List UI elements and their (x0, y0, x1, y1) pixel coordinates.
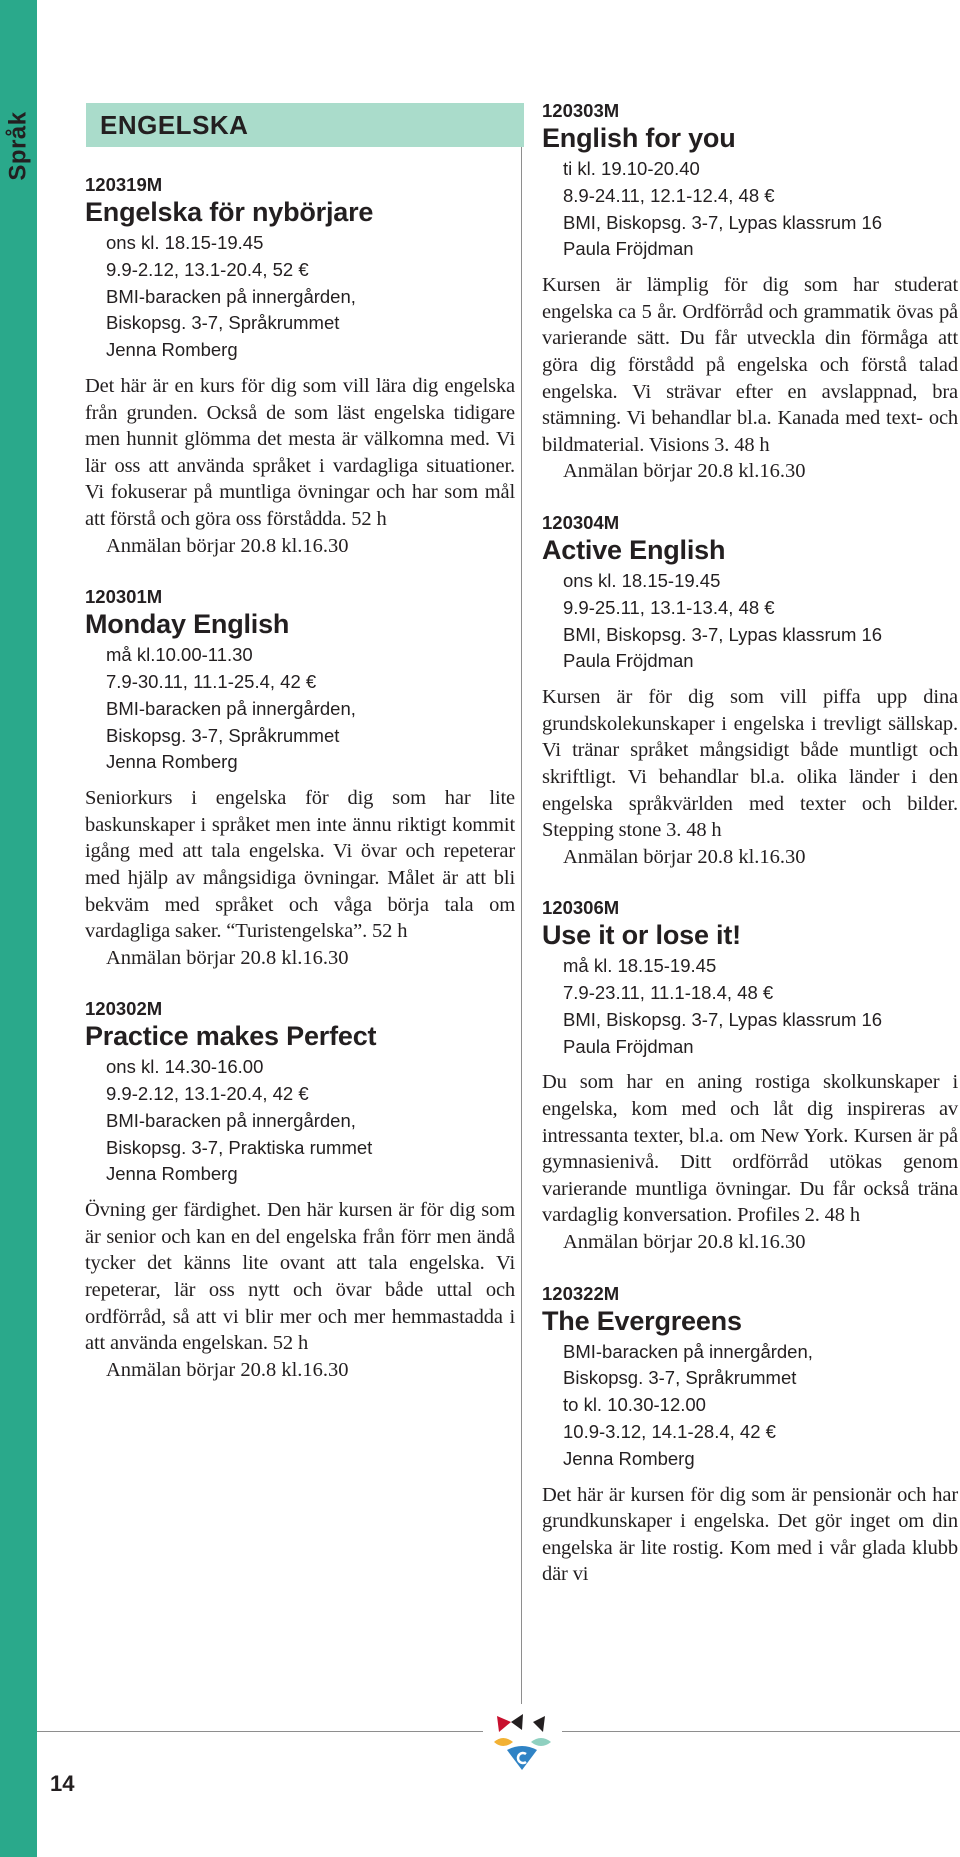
course-description: Övning ger färdighet. Den här kursen är för dig som är senior och kan en del engelska från förr men ändå tycker det känns lite ovant att tala engelska. Vi repeterar, lär oss nytt och övar både uttal och ordförråd, så att vi blir mer och mer hemmastadda i att använda engelskan. 52 h (85, 1199, 515, 1355)
course-location: BMI-baracken på innergården, (106, 285, 356, 307)
course-location: BMI-baracken på innergården, (563, 1340, 813, 1362)
side-tab-label (3, 106, 35, 186)
course-dates-price: 7.9-30.11, 11.1-25.4, 42 € (106, 670, 317, 692)
logo-petal-red (497, 1716, 511, 1732)
course-title: Monday English (85, 609, 290, 640)
bottom-rule-right (562, 1731, 960, 1732)
course-dates-price: 9.9-2.12, 13.1-20.4, 52 € (106, 258, 309, 280)
course-teacher: Jenna Romberg (106, 339, 238, 361)
course-schedule: ti kl. 19.10-20.40 (563, 158, 700, 179)
course-title: Use it or lose it! (542, 920, 741, 951)
course-description: Kursen är lämplig för dig som har studerat engelska ca 5 år. Ordförråd och grammatik övas på varierande sätt. Du får utveckla din förmåga att göra dig förstådd på engelska och förstå talad engelska. Vi strävar efter en avslappnad, bra stämning. Vi behandlar bl.a. Kanada med text- och bildmaterial. Visions 3. 48 h (542, 274, 958, 456)
course-code: 120322M (542, 1282, 620, 1304)
course-location-room: Biskopsg. 3-7, Språkrummet (563, 1367, 797, 1389)
course-code: 120319M (85, 174, 163, 195)
course-code: 120304M (542, 511, 620, 533)
course-120319M (85, 174, 515, 559)
course-registration: Anmälan börjar 20.8 kl.16.30 (106, 946, 349, 969)
course-meta (85, 1054, 515, 1188)
course-title: The Evergreens (542, 1305, 742, 1336)
course-teacher: Jenna Romberg (106, 751, 238, 773)
page-number: 14 (50, 1771, 75, 1796)
course-description: Kursen är för dig som vill piffa upp dina grundskolekunskaper i engelska i trevligt sällskap. Vi tränar språket mångsidigt både muntligt och skriftligt. Vi behandlar bl.a. olika länder i den engelska språkvärlden med texter och bilder. Stepping stone 3. 48 h (542, 686, 958, 842)
course-120302M (85, 998, 515, 1383)
course-dates-price: 10.9-3.12, 14.1-28.4, 42 € (563, 1421, 776, 1443)
logo-petal-yellow (494, 1738, 513, 1746)
side-tab-text: Språk (5, 111, 33, 181)
course-location-room: Biskopsg. 3-7, Praktiska rummet (106, 1136, 373, 1158)
course-registration: Anmälan börjar 20.8 kl.16.30 (563, 460, 806, 483)
course-dates-price: 9.9-25.11, 13.1-13.4, 48 € (563, 596, 775, 618)
course-meta (542, 568, 958, 675)
course-title: Active English (542, 534, 726, 565)
bottom-rule-left (37, 1731, 483, 1732)
course-registration: Anmälan börjar 20.8 kl.16.30 (563, 845, 806, 868)
course-code: 120303M (542, 100, 620, 121)
logo-shield-blue (507, 1746, 537, 1770)
course-schedule: ons kl. 18.15-19.45 (563, 569, 721, 591)
course-120304M (542, 512, 958, 870)
course-description: Det här är kursen för dig som är pensionär och har grundkunskaper i engelska. Det gör inget om din engelska är lite rostig. Kom med i vår glada klubb där vi (542, 1483, 958, 1586)
course-120303M (542, 100, 958, 485)
course-meta (85, 230, 515, 364)
course-schedule: to kl. 10.30-12.00 (563, 1394, 706, 1416)
course-teacher: Jenna Romberg (106, 1163, 238, 1185)
course-120301M (85, 586, 515, 971)
course-teacher: Jenna Romberg (563, 1447, 695, 1469)
course-code: 120302M (85, 998, 163, 1020)
course-registration: Anmälan börjar 20.8 kl.16.30 (563, 1231, 806, 1254)
course-teacher: Paula Fröjdman (563, 1035, 694, 1057)
course-schedule: må kl. 18.15-19.45 (563, 955, 717, 977)
course-meta (85, 642, 515, 776)
course-registration: Anmälan börjar 20.8 kl.16.30 (106, 1358, 349, 1381)
course-location: BMI-baracken på innergården, (106, 1109, 356, 1131)
course-location-room: Biskopsg. 3-7, Språkrummet (106, 724, 340, 746)
course-schedule: ons kl. 14.30-16.00 (106, 1056, 264, 1078)
course-description: Du som har en aning rostiga skolkunskaper i engelska, kom med och låt dig inspireras av intressanta texter, bl.a. om New York. Kursen är på gymnasienivå. Ditt ordförråd utökas genom varierande muntliga övningar. Du får också träna vardaglig konversation. Profiles 2. 48 h (542, 1071, 958, 1227)
course-meta (542, 156, 958, 263)
course-dates-price: 7.9-23.11, 11.1-18.4, 48 € (563, 982, 774, 1004)
course-location: BMI-baracken på innergården, (106, 697, 356, 719)
course-dates-price: 8.9-24.11, 12.1-12.4, 48 € (563, 184, 775, 206)
logo-petal-black-2 (533, 1716, 545, 1732)
right-column (542, 100, 958, 1588)
course-description: Seniorkurs i engelska för dig som har lite baskunskaper i språket men inte ännu riktigt kommit igång med att tala engelska. Vi övar och repeterar med hjälp av mångsidiga övningar. Målet är att bli bekväm med språket och våga börja tala om vardagliga saker. “Turistengelska”. 52 h (85, 787, 515, 943)
course-dates-price: 9.9-2.12, 13.1-20.4, 42 € (106, 1083, 309, 1105)
course-title: Engelska för nybörjare (85, 197, 374, 227)
course-code: 120301M (85, 586, 163, 608)
course-registration: Anmälan börjar 20.8 kl.16.30 (106, 534, 349, 557)
side-color-bar (0, 0, 37, 1857)
column-divider (521, 104, 522, 1704)
course-location: BMI, Biskopsg. 3-7, Lypas klassrum 16 (563, 1008, 883, 1030)
section-title: ENGELSKA (86, 103, 524, 147)
course-meta (542, 1339, 958, 1473)
left-column (85, 103, 515, 1383)
course-120322M (542, 1283, 958, 1588)
course-schedule: ons kl. 18.15-19.45 (106, 232, 264, 253)
course-title: English for you (542, 123, 736, 153)
course-location: BMI, Biskopsg. 3-7, Lypas klassrum 16 (563, 211, 883, 233)
institute-logo-icon (489, 1712, 555, 1784)
course-location: BMI, Biskopsg. 3-7, Lypas klassrum 16 (563, 623, 883, 645)
course-code: 120306M (542, 897, 620, 919)
course-location-room: Biskopsg. 3-7, Språkrummet (106, 312, 340, 334)
course-schedule: må kl.10.00-11.30 (106, 644, 253, 666)
logo-petal-teal (531, 1738, 551, 1746)
course-teacher: Paula Fröjdman (563, 238, 694, 260)
course-description: Det här är en kurs för dig som vill lära dig engelska från grunden. Också de som läst engelska tidigare men hunnit glömma det mesta är välkomna med. Vi lär oss att använda språket i vardagliga situationer. Vi fokuserar på muntliga övningar och har som mål att förstå och göra oss förstådda. 52 h (85, 374, 515, 530)
course-meta (542, 953, 958, 1060)
course-teacher: Paula Fröjdman (563, 650, 694, 672)
logo-petal-black (511, 1714, 523, 1730)
course-title: Practice makes Perfect (85, 1021, 377, 1052)
course-120306M (542, 897, 958, 1255)
